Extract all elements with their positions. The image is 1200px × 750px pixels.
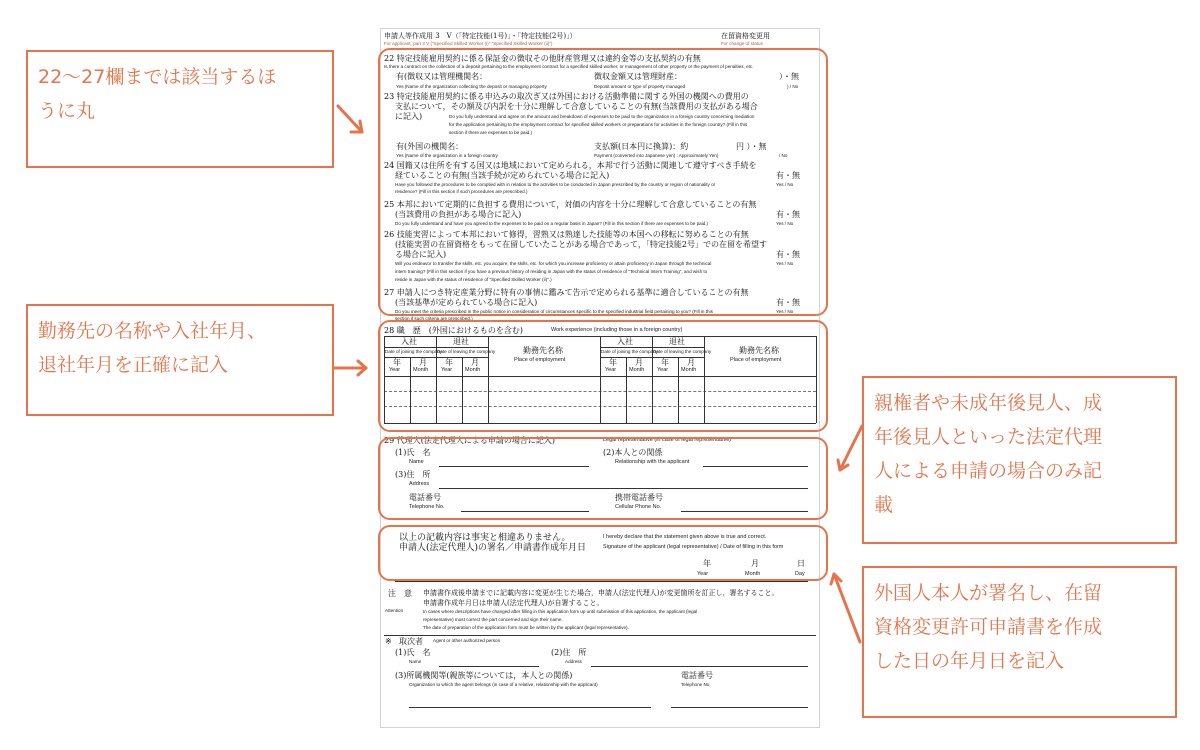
item23-question-en1: Do you fully understand and agree on the amount and breakdown of expenses to be paid to the organization in a foreign country concerning mediation: [449, 114, 755, 119]
work-year-label-en: Year: [657, 367, 669, 373]
item27-yes-no-en: Yes / No: [776, 309, 794, 314]
item26-yes-no-en: Yes / No: [776, 261, 794, 266]
work-month-label-en: Month: [629, 367, 645, 373]
item23-org-label: 有(外国の機関名：: [396, 142, 464, 151]
item23-question-line3: に記入): [395, 112, 423, 121]
rep-address-label-en: Address: [409, 481, 430, 487]
form-header-title-en: For applicant, part 3 V ("Specified Skilled Worker (i)" "Specified Skilled Worker (ii)"): [384, 41, 553, 46]
rep-relationship-label: (2)本人との関係: [603, 448, 663, 457]
form-header-title: 申請人等作成用 3 V（「特定技能(1号)」・「特定技能(2号)」）: [384, 32, 577, 40]
callout-signature-date: [862, 566, 1177, 718]
callout-line: 資格変更許可申請書を作成: [874, 616, 1103, 638]
work-join-label-en: Date of joining the company: [385, 349, 442, 354]
item25-question-line2: (当該費用の負担がある場合に記入): [395, 210, 522, 219]
work-month-label: 月: [687, 358, 695, 367]
arrow-line: [834, 574, 860, 642]
work-place-label-en: Place of employment: [730, 357, 782, 363]
item26-yes-no[interactable]: 有・無: [776, 250, 800, 259]
item22-question-en: Is there a contract on the collection of a deposit pertaining to the employment contract for a specified skilled worker, or management of other property or the payment of penalties, etc.: [384, 64, 754, 69]
declaration-text: 以上の記載内容は事実と相違ありません。: [399, 533, 571, 543]
work-month-label: 月: [419, 358, 427, 367]
work-month-label-en: Month: [681, 367, 697, 373]
form-header-purpose: 在留資格変更用: [721, 32, 770, 40]
item24-question-en2: residence? (Fill in this section if such procedures are prescribed.): [395, 189, 528, 194]
agent-organization-label: (3)所属機関等(親族等については，本人との関係): [395, 671, 573, 680]
callout-line: 勤務先の名称や入社年月、: [38, 320, 267, 342]
item22-org-label-en: Yes (Name of the organization collecting the deposit or managing property: [396, 84, 547, 89]
item22-org-label: 有(徴収又は管理機関名：: [396, 72, 488, 81]
item29-heading-en: Legal representative (in case of legal representative): [603, 437, 732, 443]
signature-date-label: 申請人(法定代理人)の署名／申請書作成年月日: [399, 543, 587, 553]
item22-yes-no[interactable]: ）・無: [779, 72, 799, 81]
work-join-label: 入社: [401, 337, 417, 346]
rep-name-label-en: Name: [409, 459, 424, 465]
item23-question-en3: section if there are expenses to be paid.): [449, 130, 532, 135]
attention-text1: 申請書作成後申請までに記載内容に変更が生じた場合，申請人(法定代理人)が変更箇所を訂正し，署名すること。: [423, 589, 779, 597]
work-year-label: 年: [393, 358, 401, 367]
item23-question-en2: for the application pertaining to the employment contract for specified skilled workers or preparations for activities in the foreign country? (Fill in this: [449, 122, 748, 127]
item27-question: 27 申請人につき特定産業分野に特有の事情に鑑みて告示で定められる基準に適合していることの有無: [384, 288, 749, 297]
agent-organization-label-en: Organization to which the agent belongs (in case of a relative, relationship with the applicant): [409, 682, 598, 687]
item26-question-line2: (技能実習の在留資格をもって在留していたことがある場合であって，「特定技能2号」での在留を希望す: [395, 240, 767, 249]
arrow-line: [338, 106, 362, 132]
work-year-label-en: Year: [605, 367, 617, 373]
item24-question-line2: 経ていることの有無(当該手続が定められている場合に記入): [395, 171, 610, 180]
callout-line: 外国人本人が署名し、在留: [874, 582, 1103, 604]
work-place-label: 勤務先名称: [739, 346, 779, 355]
agent-telephone-label: 電話番号: [681, 671, 713, 680]
item25-question-en: Do you fully understand and have you agreed to the expenses to be paid on a regular basis in Japan? (Fill in this section if there are expenses to be paid.): [395, 221, 709, 226]
item25-question: 25 本邦において定期的に負担する費用について，対価の内容を十分に理解して合意していることの有無: [384, 200, 757, 209]
agent-heading-en: Agent or other authorized person: [433, 638, 501, 643]
work-year-label: 年: [661, 358, 669, 367]
agent-name-label: (1)氏 名: [395, 648, 431, 657]
agent-address-label: (2)住 所: [551, 648, 587, 657]
item23-question: 23 特定技能雇用契約に係る申込みの取次ぎ又は外国における活動準備に関する外国の機関への費用の: [384, 92, 749, 101]
rep-address-label: (3)住 所: [395, 470, 431, 479]
callout-line: 退社年月を正確に記入: [38, 354, 229, 376]
item26-question-line3: る場合に記入): [395, 250, 447, 259]
work-place-label: 勤務先名称: [523, 346, 563, 355]
work-month-label: 月: [471, 358, 479, 367]
work-leave-label: 退社: [669, 337, 685, 346]
work-year-label: 年: [445, 358, 453, 367]
date-year-label-en: Year: [697, 571, 709, 577]
attention-label: 注 意: [388, 589, 412, 598]
item27-yes-no[interactable]: 有・無: [776, 298, 800, 307]
callout-line: 載: [874, 494, 894, 516]
agent-heading: 取次者: [399, 637, 423, 646]
agent-mark: ※: [385, 637, 392, 646]
item28-heading-en: Work experience (including those in a foreign country): [551, 327, 683, 333]
attention-text2: 申請書作成年月日は申請人(法定代理人)が自署すること。: [423, 599, 604, 607]
item28-heading: 28 職 歴 (外国におけるものを含む): [384, 326, 523, 335]
rep-telephone-label: 電話番号: [409, 493, 441, 502]
item23-payment-label: 支払額(日本円に換算)：約: [594, 142, 689, 151]
item25-yes-no[interactable]: 有・無: [776, 210, 800, 219]
item24-yes-no[interactable]: 有・無: [776, 171, 800, 180]
callout-legal-representative: [862, 376, 1177, 544]
callout-line: 22～27欄までは該当するほ: [38, 66, 277, 88]
item27-question-en: Do you meet the criteria prescribed in the public notice in consideration of circumstances specific to the specified industrial field pertaining to you? (Fill in this: [395, 309, 713, 314]
work-year-label: 年: [609, 358, 617, 367]
attention-text-en2: representative) must correct the part concerned and sign their name.: [423, 617, 563, 622]
arrow-line: [840, 426, 862, 470]
work-join-label: 入社: [617, 337, 633, 346]
item26-question-en1: Will you endeavor to transfer the skills, etc. you acquire, the skills, etc. for which you increase proficiency or attain proficiency in Japan through the technical: [395, 261, 712, 266]
item27-question-en2: section if such criteria are prescribed.): [395, 316, 473, 321]
item24-question: 24 国籍又は住所を有する国又は地域において定められる，本邦で行う活動に関連して遵守すべき手続を: [384, 161, 757, 170]
item22-question: 22 特定技能雇用契約に係る保証金の徴収その他財産管理又は違約金等の支払契約の有無: [384, 54, 701, 63]
item24-yes-no-en: Yes / No: [776, 182, 794, 187]
item22-yes-no-en: ) / No: [787, 84, 799, 89]
item23-question-line2: 支払について，その額及び内訳を十分に理解して合意していることの有無(当該費用の支払がある場合: [395, 102, 758, 111]
callout-items-22-27: [26, 50, 334, 168]
callout-line: した日の年月日を記入: [874, 650, 1065, 672]
rep-relationship-label-en: Relationship with the applicant: [615, 459, 690, 465]
item29-heading: 29 代理人(法定代理人による申請の場合に記入): [384, 436, 555, 445]
date-month-label-en: Month: [745, 571, 761, 577]
date-day-label-en: Day: [795, 571, 805, 577]
rep-cellphone-label-en: Cellular Phone No.: [615, 504, 662, 510]
item22-amount-label: 徴収金額又は管理財産：: [594, 72, 682, 81]
form-header-purpose-en: For change of status: [721, 41, 763, 46]
work-month-label-en: Month: [465, 367, 481, 373]
attention-text-en3: The date of preparation of the application form must be written by the applicant (legal representative).: [423, 625, 629, 630]
attention-text-en1: In cases where descriptions have changed after filling in this application form up until submission of this application, the applicant (legal: [423, 609, 698, 614]
work-month-label: 月: [635, 358, 643, 367]
agent-name-label-en: Name: [409, 659, 422, 664]
item27-question-line2: (当該基準が定められている場合に記入): [395, 298, 538, 307]
item26-question: 26 技能実習によって本邦において修得，習熟又は熟達した技能等の本国への移転に努めることの有無: [384, 230, 749, 239]
callout-line: 親権者や未成年後見人、成: [874, 392, 1103, 414]
item23-payment-label-en: Payment (converted into Japanese yen) : Approximately Yen): [594, 153, 719, 158]
callout-line: うに丸: [38, 100, 96, 122]
item26-question-en3: reside in Japan with the status of residence of "Specified Skilled Worker (ii)".): [395, 277, 552, 282]
item23-yes-no[interactable]: 円 ）・無: [736, 142, 767, 151]
item25-yes-no-en: Yes / No: [776, 221, 794, 226]
date-day-label: 日: [797, 559, 805, 568]
rep-telephone-label-en: Telephone No.: [409, 504, 445, 510]
work-year-label-en: Year: [441, 367, 453, 373]
item24-question-en: Have you followed the procedures to be complied with in relation to the activities to be conducted in Japan prescribed by the country or region of nationality or: [395, 182, 716, 187]
work-month-label-en: Month: [413, 367, 429, 373]
attention-label-en: Attention: [385, 608, 404, 613]
signature-date-label-en: Signature of the applicant (legal representative) / Date of filling in this form: [603, 544, 784, 550]
work-leave-label-en: Date of leaving the company: [653, 349, 712, 354]
item22-amount-label-en: Deposit amount or type of property managed: [594, 84, 686, 89]
work-leave-label: 退社: [453, 337, 469, 346]
declaration-text-en: I hereby declare that the statement given above is true and correct.: [603, 534, 767, 540]
callout-work-history: [26, 304, 334, 416]
date-month-label: 月: [751, 559, 759, 568]
item26-question-en2: intern training? (Fill in this section if you have a previous history of residing in Japan with the status of residence of "Technical Intern Training", and wish to: [395, 269, 708, 274]
rep-name-label: (1)氏 名: [395, 448, 431, 457]
callout-line: 年後見人といった法定代理: [874, 426, 1103, 448]
work-place-label-en: Place of employment: [514, 357, 566, 363]
agent-telephone-label-en: Telephone No.: [681, 682, 711, 687]
work-year-label-en: Year: [389, 367, 401, 373]
item23-yes-no-en: / No: [779, 153, 788, 158]
work-leave-label-en: Date of leaving the company: [437, 349, 496, 354]
item23-org-label-en: Yes (Name of the organization in a foreign country: [396, 153, 498, 158]
date-year-label: 年: [703, 559, 711, 568]
callout-line: 人による申請の場合のみ記: [874, 460, 1103, 482]
rep-cellphone-label: 携帯電話番号: [615, 493, 663, 502]
agent-address-label-en: Address: [565, 659, 582, 664]
work-join-label-en: Date of joining the company: [601, 349, 658, 354]
